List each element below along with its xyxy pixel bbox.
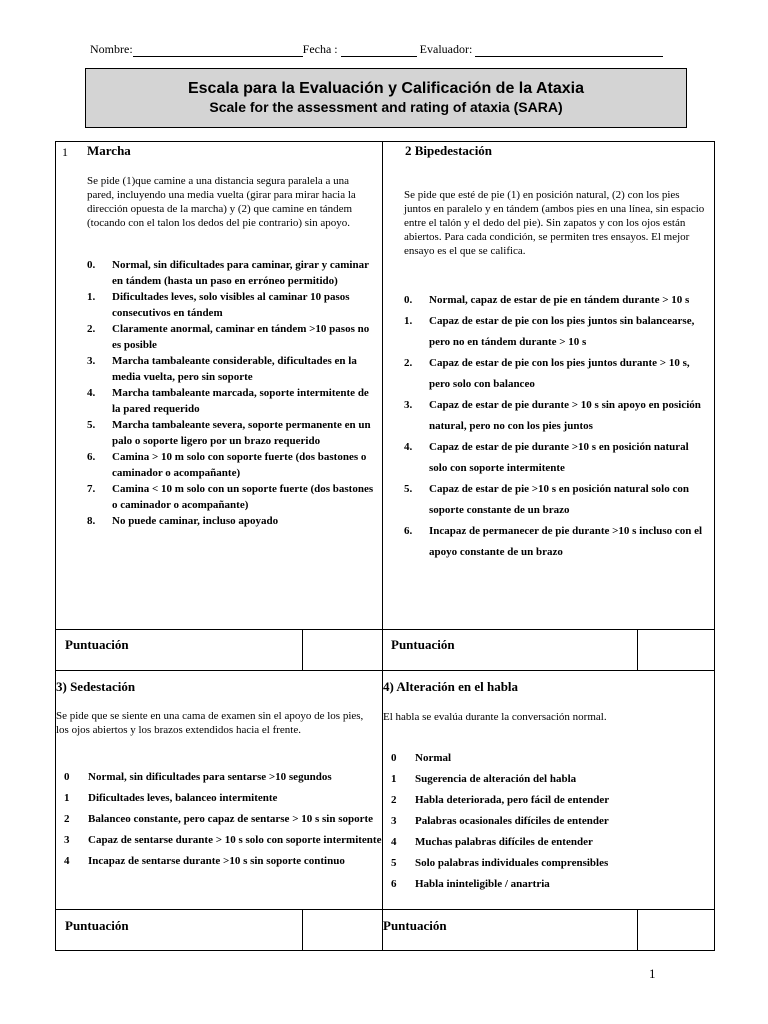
page-number: 1: [649, 966, 656, 981]
marcha-description: Se pide (1)que camine a una distancia segura paralela a una pared, incluyendo una media vuelta (girar para mirar hacia la dirección opuesta de la marcha) y (2) que camine en tándem (tocando con el talon los dedos del pie contrario) sin apoyo.: [87, 175, 356, 229]
nombre-field[interactable]: [133, 44, 303, 57]
habla-score-field[interactable]: [638, 910, 713, 949]
bipedestacion-item: 0. Normal, capaz de estar de pie en tándem durante > 10 s: [404, 294, 690, 306]
habla-item: 0 Normal: [391, 752, 452, 764]
habla-item: 1 Sugerencia de alteración del habla: [391, 773, 577, 785]
title-box: [85, 68, 687, 128]
marcha-item: 7. Camina < 10 m solo con un soporte fuerte (dos bastones o caminador o acompañante): [87, 483, 374, 511]
habla-title: 4) Alteración en el habla: [383, 679, 519, 694]
sedestacion-description: Se pide que se siente en una cama de examen sin el apoyo de los pies, los ojos abiertos y los brazos extendidos hacia el frente.: [56, 710, 364, 736]
sedestacion-item: 4 Incapaz de sentarse durante >10 s sin soporte continuo: [64, 855, 345, 867]
habla-item: 4 Muchas palabras difíciles de entender: [391, 836, 593, 848]
table-border: [714, 141, 715, 951]
habla-description: El habla se evalúa durante la conversación normal.: [383, 711, 607, 723]
marcha-score-field[interactable]: [303, 630, 381, 669]
sedestacion-score-field[interactable]: [303, 910, 381, 949]
habla-item: 2 Habla deteriorada, pero fácil de entender: [391, 794, 610, 806]
bipedestacion-item: 5. Capaz de estar de pie >10 s en posición natural solo con soporte constante de un brazo: [404, 483, 689, 516]
bipedestacion-description: Se pide que esté de pie (1) en posición natural, (2) con los pies juntos en paralelo y en tándem (ambos pies en una línea, sin espacio entre el talón y el dedo del pie). Sin zapatos y con los ojos están abiertos. Para cada condición, se permiten tres ensayos. El mejor ensayo es el que se califica.: [404, 189, 705, 257]
nombre-label: Nombre:: [90, 42, 133, 56]
habla-item: 6 Habla ininteligible / anartria: [391, 878, 550, 890]
bipedestacion-item: 2. Capaz de estar de pie con los pies juntos durante > 10 s, pero solo con balanceo: [404, 357, 690, 390]
sedestacion-item: 2 Balanceo constante, pero capaz de sentarse > 10 s sin soporte: [64, 813, 374, 825]
sedestacion-title: 3) Sedestación: [56, 679, 136, 694]
marcha-score-label: Puntuación: [65, 637, 129, 652]
form-header: [90, 42, 663, 57]
habla-item: 3 Palabras ocasionales difíciles de entender: [391, 815, 609, 827]
bipedestacion-item: 4. Capaz de estar de pie durante >10 s en posición natural solo con soporte intermitente: [404, 441, 689, 474]
evaluador-label: Evaluador:: [419, 42, 473, 56]
fecha-field[interactable]: [341, 44, 417, 57]
marcha-item: 5. Marcha tambaleante severa, soporte permanente en un palo o soporte ligero por un brazo requerido: [87, 419, 371, 447]
marcha-item: 6. Camina > 10 m solo con soporte fuerte (dos bastones o caminador o acompañante): [87, 451, 367, 479]
bipedestacion-item: 1. Capaz de estar de pie con los pies juntos sin balancearse, pero no en tándem durante > 10 s: [404, 315, 695, 348]
habla-items: [391, 748, 707, 895]
table-border: [55, 141, 715, 142]
marcha-title: Marcha: [87, 143, 131, 158]
table-divider: [55, 909, 715, 910]
marcha-item: 2. Claramente anormal, caminar en tándem >10 pasos no es posible: [87, 323, 370, 351]
bipedestacion-item: 6. Incapaz de permanecer de pie durante >10 s incluso con el apoyo constante de un brazo: [404, 525, 703, 558]
bipedestacion-score-label: Puntuación: [391, 637, 455, 652]
bipedestacion-item: 3. Capaz de estar de pie durante > 10 s sin apoyo en posición natural, pero no con los pies juntos: [404, 399, 701, 432]
table-divider: [382, 141, 383, 951]
habla-score-label: Puntuación: [383, 918, 447, 933]
bipedestacion-title: 2 Bipedestación: [405, 143, 493, 158]
title-spanish: Escala para la Evaluación y Calificación de la Ataxia: [187, 80, 585, 97]
bipedestacion-score-field[interactable]: [638, 630, 713, 669]
table-border: [55, 950, 715, 951]
bipedestacion-items: [404, 290, 708, 563]
marcha-item: 0. Normal, sin dificultades para caminar, girar y caminar en tándem (hasta un paso en erróneo permitido): [87, 259, 369, 287]
marcha-item: 8. No puede caminar, incluso apoyado: [87, 515, 279, 527]
evaluador-field[interactable]: [475, 44, 663, 57]
sedestacion-item: 1 Dificultades leves, balanceo intermitente: [64, 792, 278, 804]
sedestacion-item: 0 Normal, sin dificultades para sentarse >10 segundos: [64, 771, 332, 783]
habla-item: 5 Solo palabras individuales comprensibles: [391, 857, 609, 869]
sedestacion-items: [64, 770, 382, 868]
title-english: Scale for the assessment and rating of ataxia (SARA): [209, 99, 563, 115]
sedestacion-item: 3 Capaz de sentarse durante > 10 s solo con soporte intermitente: [64, 834, 382, 846]
marcha-item: 1. Dificultades leves, solo visibles al caminar 10 pasos consecutivos en tándem: [87, 291, 350, 319]
fecha-label: Fecha :: [302, 42, 338, 56]
marcha-item: 3. Marcha tambaleante considerable, dificultades en la media vuelta, pero sin soporte: [87, 355, 357, 383]
table-divider: [55, 629, 715, 630]
table-border: [55, 141, 56, 951]
marcha-items: [87, 257, 377, 529]
sedestacion-score-label: Puntuación: [65, 918, 129, 933]
marcha-number: 1: [62, 145, 68, 159]
marcha-item: 4. Marcha tambaleante marcada, soporte intermitente de la pared requerido: [87, 387, 369, 415]
table-divider: [55, 670, 715, 671]
